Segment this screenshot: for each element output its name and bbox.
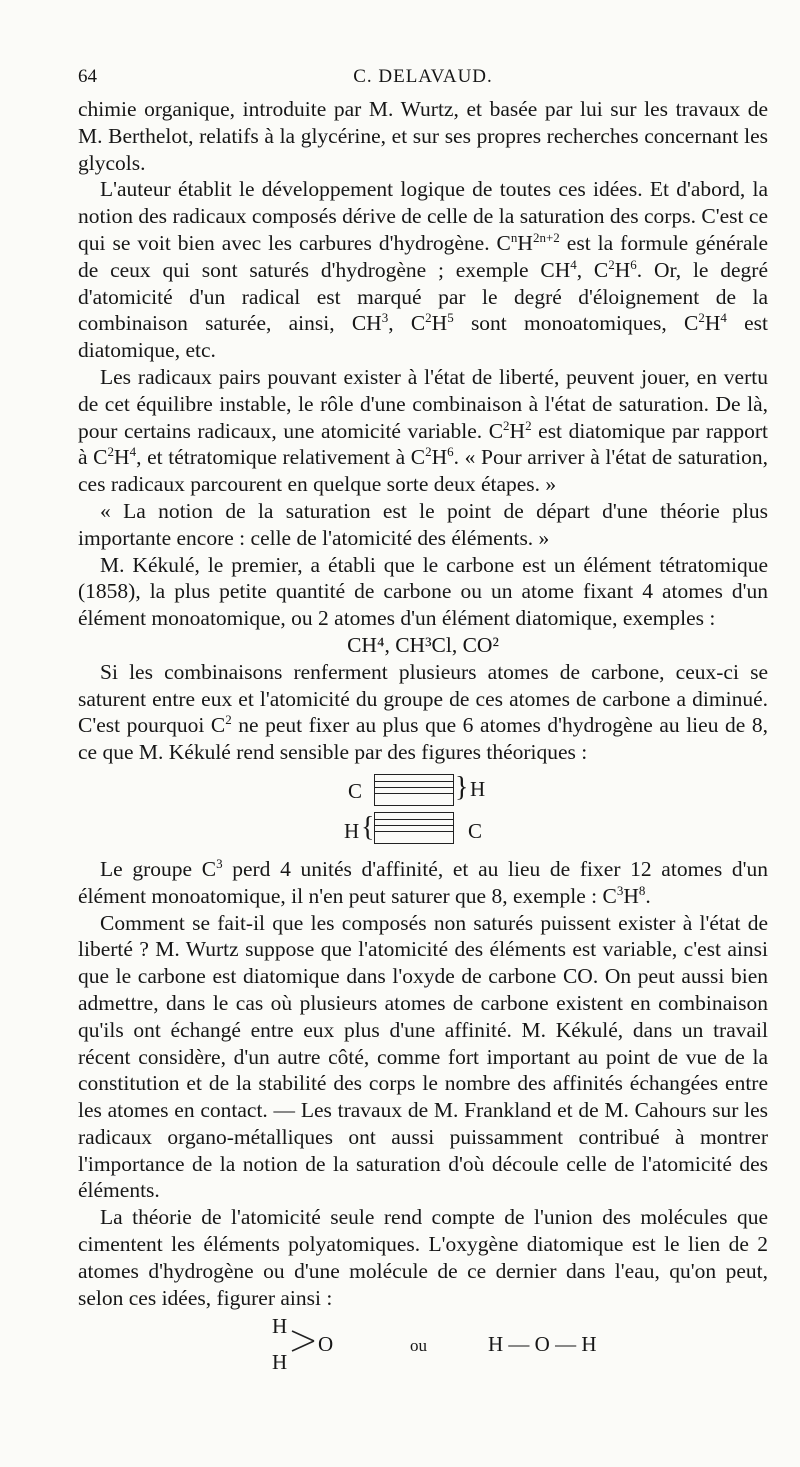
water-bond-lines <box>290 1329 316 1353</box>
formula-sup: 3 <box>381 310 389 326</box>
page <box>78 66 768 1379</box>
formula-h: H <box>509 418 526 443</box>
formula-sup: 2 <box>503 417 510 433</box>
diagram-label-c-right: C <box>468 818 483 843</box>
formula-sup: 5 <box>447 310 454 326</box>
formula-sup: 2 <box>525 417 532 433</box>
formula-sup: 8 <box>638 882 646 898</box>
p6-part: ne peut fixer au plus que 6 atomes d'hydrogène au lieu de 8, ce que M. Kékulé rend sensible par des figures théoriques : <box>78 713 768 765</box>
formula-h: H <box>517 230 533 255</box>
formula-sup: 3 <box>616 882 624 898</box>
formula-sup: n <box>510 229 518 245</box>
formula-sup: 2n+2 <box>532 229 560 245</box>
formula-sup: 2 <box>608 256 615 272</box>
formula-sup: 4 <box>720 310 727 326</box>
diagram-label-c-left: C <box>348 778 363 803</box>
p3-part: Les radicaux pairs pouvant exister à l'état de liberté, peuvent jouer, en vertu de cet équilibre instable, le rôle d'une combinaison à l'état de saturation. De là, pour certains radicaux, une atomicité variable. C <box>78 364 768 443</box>
p2-part: est diatomique, etc. <box>78 311 769 363</box>
paragraph-3: Les radicaux pairs pouvant exister à l'état de liberté, peuvent jouer, en vertu de cet équilibre instable, le rôle d'une combinaison à l'état de saturation. De là, pour certains radicaux, une atomicité variable. $C^2H^2$ est diatomique par rapport à $C^2H^4$, et tétratomique relativement à $C^2H^6$. « Pour arriver à l'état de saturation, ces radicaux parcourent en quelque sorte deux étapes. » <box>78 364 769 497</box>
paragraph-7 <box>78 856 768 910</box>
brace-bottom: { <box>361 811 375 843</box>
paragraph-6 <box>78 659 768 766</box>
formula-h: H <box>623 883 639 908</box>
p2-part: L'auteur établit le développement logique de toutes ces idées. Et d'abord, la notion des radicaux composés dérive de celle de la saturation des corps. C'est ce qui se voit bien avec les carbures d'hydrogène. C <box>78 177 768 255</box>
formula-sup: 6 <box>630 256 637 272</box>
water-ou: ou <box>410 1336 427 1356</box>
p2-part: sont monoatomiques, C <box>453 311 699 336</box>
p3-part: . « Pour arriver à l'état de saturation, ces radicaux parcourent en quelque sorte deux étapes. » <box>78 445 769 497</box>
p6-part: Si les combinaisons renferment plusieurs atomes de carbone, ceux-ci se saturent entre eux et l'atomicité du groupe de ces atomes de carbone a diminué. C'est pourquoi C <box>78 659 768 738</box>
p2-part: . Or, le degré d'atomicité d'un radical est marqué par le degré d'éloignement de la combinaison saturée, ainsi, CH <box>78 257 769 336</box>
formula-h: H <box>431 311 448 336</box>
diagram-label-h-right: H <box>470 776 486 801</box>
bond-box-top <box>374 774 454 806</box>
p7-part: Le groupe C <box>100 856 217 881</box>
p3-part: , et tétratomique relativement à C <box>136 445 426 470</box>
diagram-label-h-left: H <box>344 818 360 843</box>
paragraph-2: L'auteur établit le développement logique de toutes ces idées. Et d'abord, la notion des radicaux composés dérive de celle de la saturation des corps. C'est ce qui se voit bien avec les carbures d'hydrogène. $C^nH^{2n+2}$ est la formule générale de ceux qui sont saturés d'hydrogène ; exemple $CH^4$, $C^2H^6$. Or, le degré d'atomicité d'un radical est marqué par le degré d'éloignement de la combinaison saturée, ainsi, $CH^3$, $C^2H^5$ sont monoatomiques, $C^2H^4$ est diatomique, etc. <box>78 177 769 363</box>
paragraph-5: M. Kékulé, le premier, a établi que le carbone est un élément tétratomique (1858), la plus petite quantité de carbone ou un atome fixant 4 atomes d'un élément monoatomique, ou 2 atomes d'un élément diatomique, exemples : <box>78 552 768 631</box>
water-o: O <box>318 1332 334 1357</box>
formula-sup: 2 <box>225 712 232 728</box>
running-head-author: C. DELAVAUD. <box>353 66 493 87</box>
bond-box-bottom <box>374 812 454 844</box>
formula-sup: 2 <box>698 310 705 326</box>
water-formula <box>78 1313 768 1379</box>
formula-sup: 4 <box>570 256 577 272</box>
formula-h: H <box>704 311 721 336</box>
paragraph-9: La théorie de l'atomicité seule rend compte de l'union des molécules que cimentent les éléments polyatomiques. L'oxygène diatomique est le lien de 2 atomes d'hydrogène ou d'une molécule de ce dernier dans l'eau, qu'on peut, selon ces idées, figurer ainsi : <box>78 1205 768 1310</box>
formula-period: . <box>645 883 651 908</box>
formula-examples: CH⁴, CH³Cl, CO² <box>347 632 499 657</box>
water-linear: H — O — H <box>488 1332 597 1357</box>
water-h-top: H <box>272 1314 288 1339</box>
water-h-bottom: H <box>272 1350 288 1375</box>
body-text <box>78 96 768 1379</box>
formula-sup: 2 <box>425 310 432 326</box>
paragraph-4: « La notion de la saturation est le point de départ d'une théorie plus importante encore : celle de l'atomicité des éléments. » <box>78 498 768 550</box>
formula-sup: 3 <box>216 855 223 871</box>
p3-part: est diatomique par rapport à C <box>78 418 768 470</box>
p7-part: perd 4 unités d'affinité, et au lieu de fixer 12 atomes d'un élément monoatomique, il n'en peut saturer que 8, exemple : C <box>78 856 769 908</box>
brace-top: } <box>455 771 469 803</box>
running-head <box>78 66 768 96</box>
formula-c: C <box>410 311 426 336</box>
p2-part: est la formule générale de ceux qui sont saturés d'hydrogène ; exemple CH <box>78 230 769 282</box>
kekule-figure <box>78 768 768 852</box>
paragraph-1: chimie organique, introduite par M. Wurtz, et basée par lui sur les travaux de M. Berthelot, relatifs à la glycérine, et sur ses propres recherches concernant les glycols. <box>78 97 768 175</box>
paragraph-8: Comment se fait-il que les composés non saturés puissent exister à l'état de liberté ? M. Wurtz suppose que l'atomicité des éléments est variable, c'est ainsi que le carbone est diatomique dans l'oxyde de carbone CO. On peut aussi bien admettre, dans le cas où plusieurs atomes de carbone existent en combinaison qu'ils ont échangé entre eux plus d'une affinité. M. Kékulé, dans un travail récent considère, d'un autre côté, comme fort important au point de vue de la constitution et de la stabilité des corps le nombre des affinités échangées entre les atomes en contact. — Les travaux de M. Frankland et de M. Cahours sur les radicaux organo-métalliques ont aussi puissamment contribué à montrer l'importance de la notion de la saturation d'où découle celle de l'atomicité des éléments. <box>78 910 768 1203</box>
page-number: 64 <box>78 66 97 87</box>
